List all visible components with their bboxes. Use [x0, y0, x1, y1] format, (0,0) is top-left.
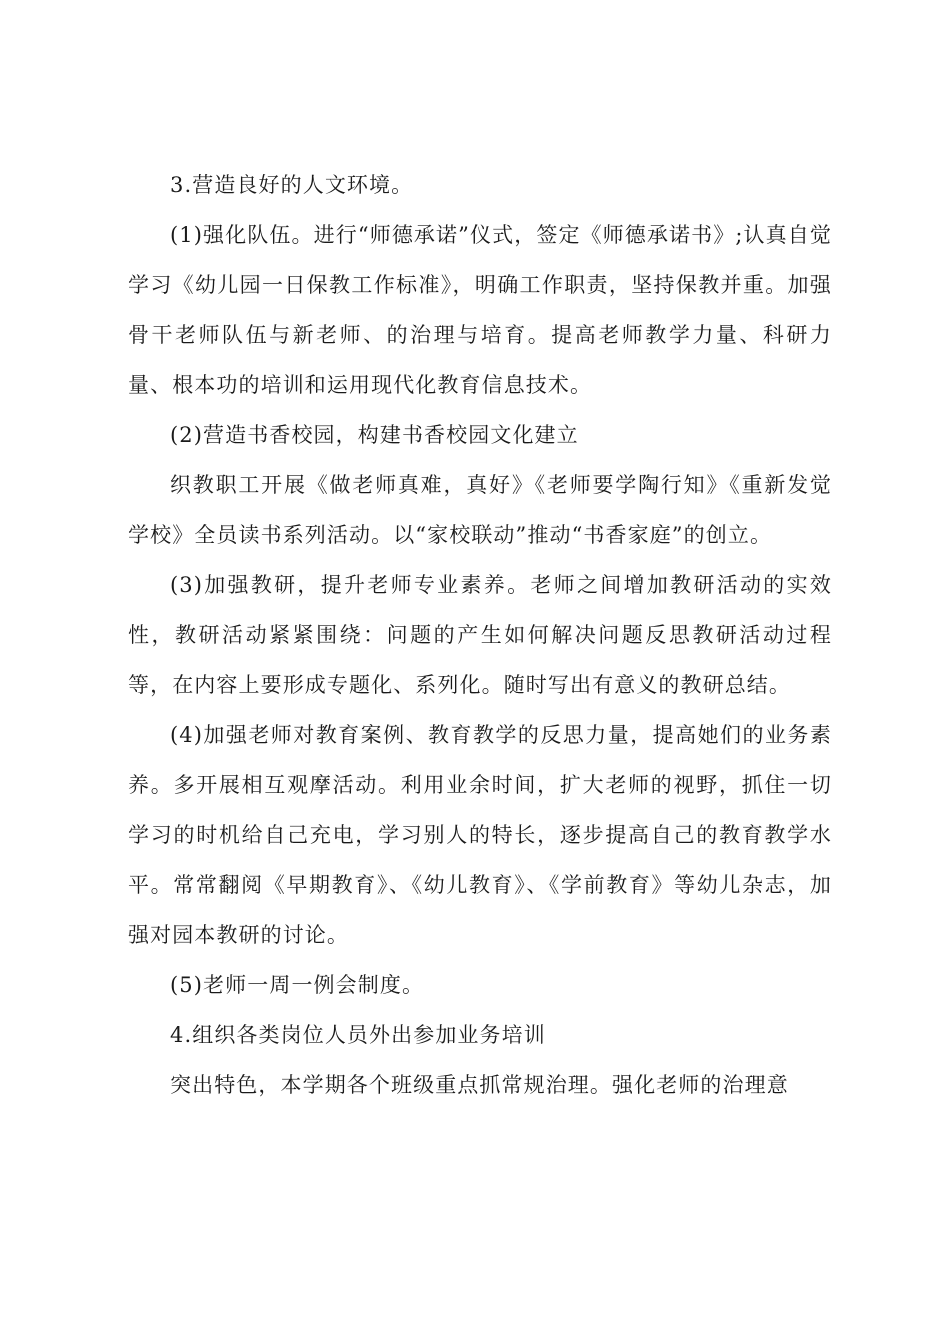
paragraph-reading-activities: 织教职工开展《做老师真难，真好》《老师要学陶行知》《重新发觉学校》全员读书系列活动。以“家校联动”推动“书香家庭”的创立。 — [128, 473, 832, 547]
paragraph-reflection: (4)加强老师对教育案例、教育教学的反思力量，提高她们的业务素养。多开展相互观摩活动。利用业余时间，扩大老师的视野，抓住一切学习的时机给自己充电，学习别人的特长，逐步提高自己的教育教学水平。常常翻阅《早期教育》、《幼儿教育》、《学前教育》等幼儿杂志，加强对园本教研的讨论。 — [128, 723, 832, 947]
paragraph-teaching-research: (3)加强教研，提升老师专业素养。老师之间增加教研活动的实效性，教研活动紧紧围绕：问题的产生如何解决问题反思教研活动过程等，在内容上要形成专题化、系列化。随时写出有意义的教研总结。 — [128, 573, 832, 697]
document-body — [128, 160, 832, 1110]
paragraph-strengthen-team: (1)强化队伍。进行“师德承诺”仪式，签定《师德承诺书》;认真自觉学习《幼儿园一日保教工作标准》，明确工作职责，坚持保教并重。加强骨干老师队伍与新老师、的治理与培育。提高老师教学力量、科研力量、根本功的培训和运用现代化教育信息技术。 — [128, 223, 832, 397]
paragraph-weekly-meeting: (5)老师一周一例会制度。 — [170, 973, 425, 997]
section-heading-3: 3.营造良好的人文环境。 — [170, 173, 414, 197]
paragraph-highlight-features: 突出特色，本学期各个班级重点抓常规治理。强化老师的治理意 — [170, 1073, 789, 1097]
section-heading-4: 4.组织各类岗位人员外出参加业务培训 — [170, 1023, 546, 1047]
paragraph-book-campus-heading: (2)营造书香校园，构建书香校园文化建立 — [170, 423, 579, 447]
